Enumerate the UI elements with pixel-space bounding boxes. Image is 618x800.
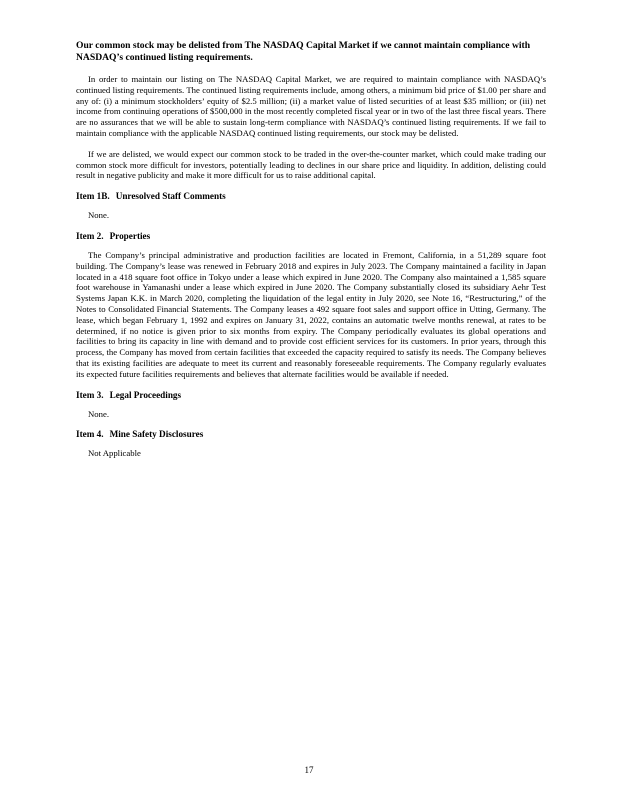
item-1b-title: Unresolved Staff Comments xyxy=(115,191,226,202)
risk-factor-paragraph-1: In order to maintain our listing on The NASDAQ Capital Market, we are required to maintain compliance with NASDAQ’s continued listing requirements. The continued listing requirements include, among others, a minimum bid price of $1.00 per share and any of: (i) a minimum stockholders’ equity of $2.5 million; (ii) a market value of listed securities of at least $35 million; or (iii) net income from continuing operations of $500,000 in the most recently completed fiscal year or in two of the last three fiscal years. There are no assurances that we will be able to sustain long-term compliance with NASDAQ’s continued listing requirements. If we fail to maintain compliance with the applicable NASDAQ continued listing requirements, our stock may be delisted. xyxy=(76,74,546,138)
item-4-number: Item 4. xyxy=(76,429,104,440)
item-4-title: Mine Safety Disclosures xyxy=(109,429,204,440)
item-3-heading xyxy=(76,390,546,401)
risk-factor-heading: Our common stock may be delisted from The NASDAQ Capital Market if we cannot maintain compliance with NASDAQ’s continued listing requirements. xyxy=(76,40,531,63)
document-page xyxy=(76,40,546,469)
item-3-title: Legal Proceedings xyxy=(109,389,182,400)
item-3-number: Item 3. xyxy=(76,389,104,400)
item-1b-body: None. xyxy=(88,210,109,221)
item-1b-number: Item 1B. xyxy=(76,191,110,202)
item-2-heading xyxy=(76,231,546,242)
item-4-heading xyxy=(76,429,546,440)
item-4-body: Not Applicable xyxy=(88,448,141,459)
item-2-body: The Company’s principal administrative and production facilities are located in Fremont, California, in a 51,289 square foot building. The Company’s lease was renewed in February 2018 and expires in July 2023. The Company maintained a facility in Japan located in a 418 square foot office in Tokyo under a lease which expired in June 2020. The Company also maintained a 1,585 square foot warehouse in Yamanashi under a lease which expired in June 2020. The Company substantially closed its subsidiary Aehr Test Systems Japan K.K. in March 2020, completing the liquidation of the legal entity in July 2020, see Note 16, “Restructuring,” of the Notes to Consolidated Financial Statements. The Company leases a 492 square foot sales and support office in Utting, Germany. The lease, which began February 1, 1992 and expires on January 31, 2022, contains an automatic twelve months renewal, at rates to be determined, if no notice is given prior to six months from expiry. The Company periodically evaluates its global operations and facilities to bring its capacity in line with demand and to provide cost efficient services for its customers. In prior years, through this process, the Company has moved from certain facilities that exceeded the capacity required to satisfy its needs. The Company believes that its existing facilities are adequate to meet its current and reasonably foreseeable requirements. The Company regularly evaluates its expected future facilities requirements and believes that alternate facilities would be available if needed. xyxy=(76,249,546,379)
item-3-body: None. xyxy=(88,408,109,419)
item-1b-heading xyxy=(76,191,546,202)
page-number: 17 xyxy=(304,765,314,775)
risk-factor-paragraph-2: If we are delisted, we would expect our common stock to be traded in the over-the-counter market, which could make trading our common stock more difficult for investors, potentially leading to declines in our share price and liquidity. In addition, delisting could result in negative publicity and make it more difficult for us to raise additional capital. xyxy=(76,148,546,181)
item-2-title: Properties xyxy=(109,230,151,241)
item-2-number: Item 2. xyxy=(76,230,104,241)
